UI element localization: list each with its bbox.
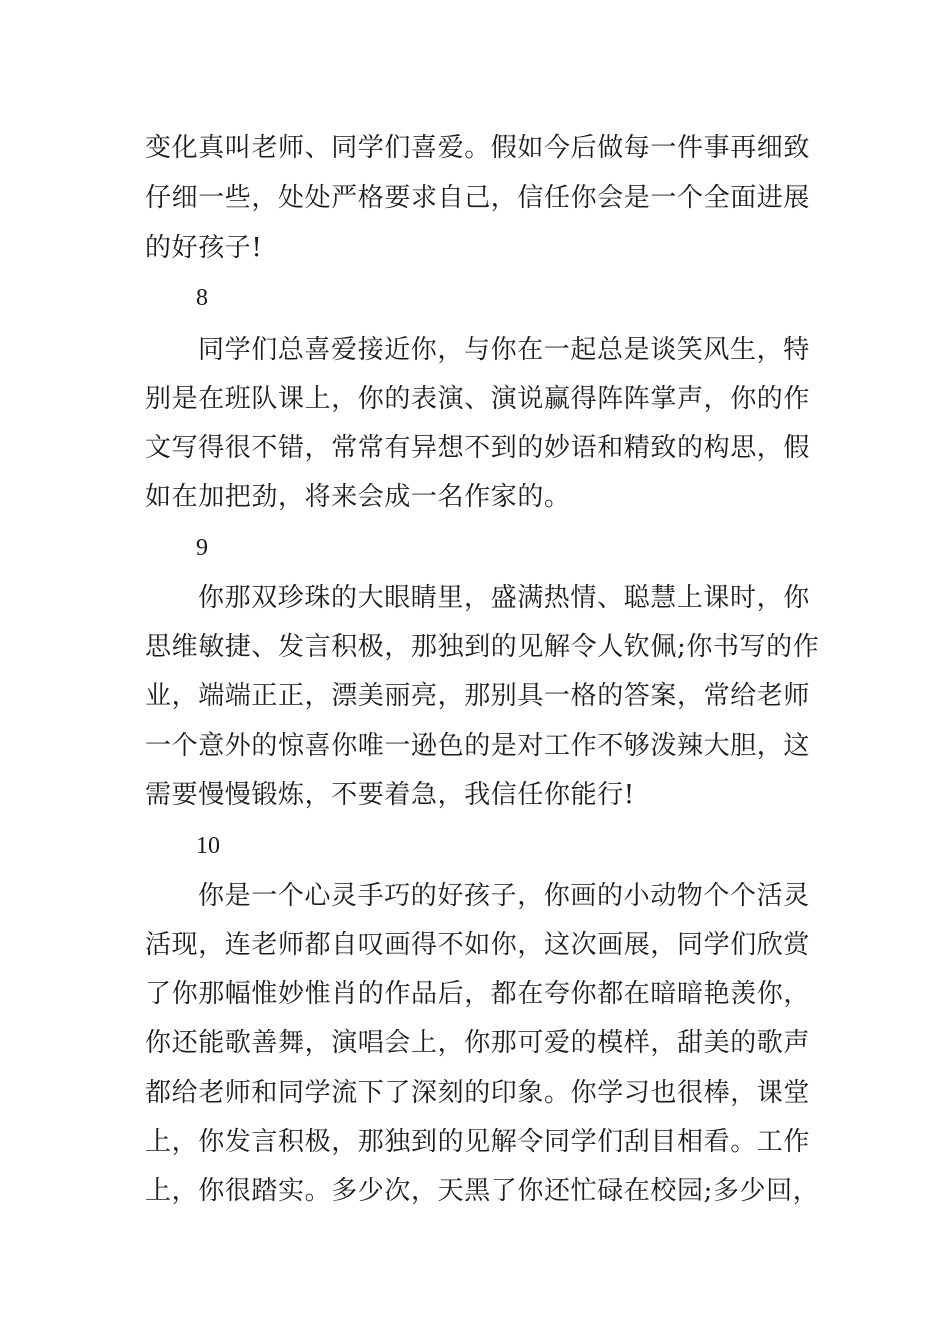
- paragraph-line: 业，端端正正，漂美丽亮，那别具一格的答案，常给老师: [145, 681, 811, 711]
- paragraph-line: 别是在班队课上，你的表演、演说赢得阵阵掌声，你的作: [145, 384, 811, 414]
- paragraph-line: 文写得很不错，常常有异想不到的妙语和精致的构思，假: [145, 433, 811, 463]
- paragraph-line: 如在加把劲，将来会成一名作家的。: [145, 482, 571, 512]
- paragraph-line: 一个意外的惊喜你唯一逊色的是对工作不够泼辣大胆，这: [145, 731, 811, 761]
- paragraph-line: 都给老师和同学流下了深刻的印象。你学习也很棒，课堂: [145, 1078, 811, 1108]
- paragraph-line: 思维敏捷、发言积极，那独到的见解令人钦佩;你书写的作: [145, 632, 820, 662]
- paragraph-line: 上，你很踏实。多少次，天黑了你还忙碌在校园;多少回，: [145, 1176, 820, 1206]
- paragraph-line: 同学们总喜爱接近你，与你在一起总是谈笑风生，特: [198, 335, 810, 365]
- paragraph-line: 上，你发言积极，那独到的见解令同学们刮目相看。工作: [145, 1127, 811, 1157]
- section-number: 8: [196, 285, 208, 311]
- paragraph-line: 仔细一些，处处严格要求自己，信任你会是一个全面进展: [145, 183, 811, 213]
- paragraph-line: 你那双珍珠的大眼睛里，盛满热情、聪慧上课时，你: [198, 583, 810, 613]
- paragraph-line: 了你那幅惟妙惟肖的作品后，都在夸你都在暗暗艳羡你，: [145, 979, 811, 1009]
- section-number: 9: [196, 535, 208, 561]
- paragraph-line: 的好孩子!: [145, 233, 263, 263]
- paragraph-line: 你还能歌善舞，演唱会上，你那可爱的模样，甜美的歌声: [145, 1028, 811, 1058]
- paragraph-line: 活现，连老师都自叹画得不如你，这次画展，同学们欣赏: [145, 930, 811, 960]
- paragraph-line: 需要慢慢锻炼，不要着急，我信任你能行!: [145, 780, 635, 810]
- paragraph-line: 变化真叫老师、同学们喜爱。假如今后做每一件事再细致: [145, 133, 811, 163]
- section-number: 10: [196, 833, 220, 859]
- paragraph-line: 你是一个心灵手巧的好孩子，你画的小动物个个活灵: [198, 881, 810, 911]
